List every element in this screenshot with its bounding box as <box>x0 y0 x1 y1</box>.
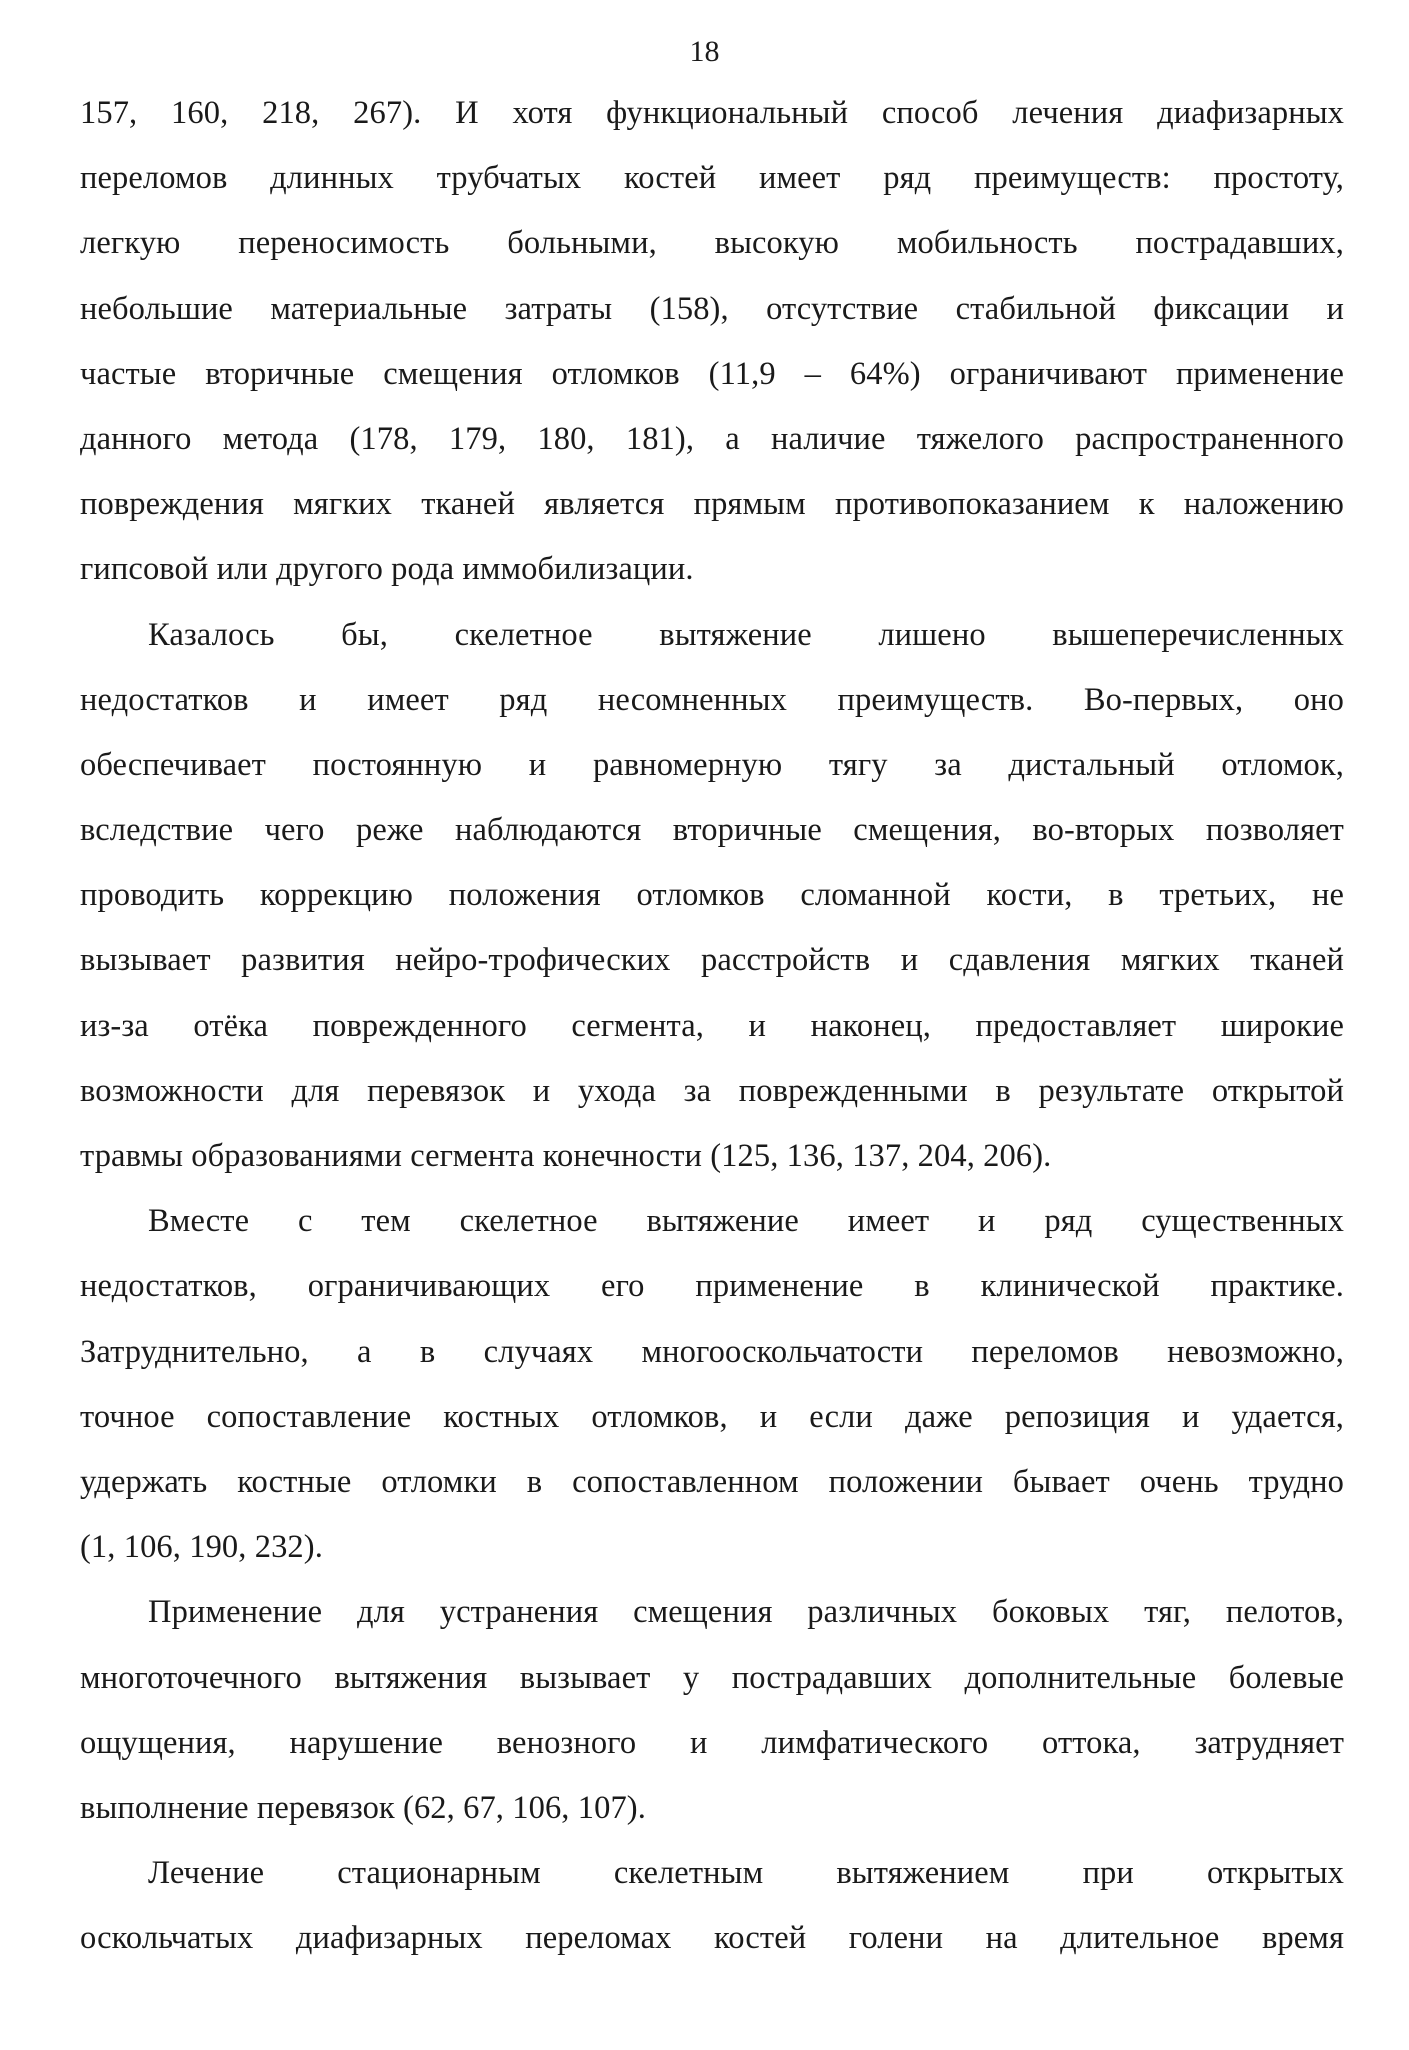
text-line: повреждения мягких тканей является прямым противопоказанием к наложению <box>80 486 1344 523</box>
text-line: из-за отёка поврежденного сегмента, и наконец, предоставляет широкие <box>80 1007 1344 1044</box>
text-line: Лечение стационарным скелетным вытяжением при открытых <box>148 1855 1344 1892</box>
text-line: недостатков, ограничивающих его применение в клинической практике. <box>80 1268 1344 1305</box>
text-line: Казалось бы, скелетное вытяжение лишено вышеперечисленных <box>148 616 1344 653</box>
paragraph-3 <box>80 1201 1344 1592</box>
page-number: 18 <box>689 35 720 68</box>
paragraph-5 <box>80 1853 1344 1983</box>
text-line: небольшие материальные затраты (158), отсутствие стабильной фиксации и <box>80 290 1344 327</box>
text-line: обеспечивает постоянную и равномерную тягу за дистальный отломок, <box>80 746 1344 783</box>
text-line: травмы образованиями сегмента конечности (125, 136, 137, 204, 206). <box>80 1138 1052 1174</box>
text-line: вследствие чего реже наблюдаются вторичные смещения, во-вторых позволяет <box>80 812 1344 849</box>
text-line: гипсовой или другого рода иммобилизации. <box>80 551 694 588</box>
text-line: переломов длинных трубчатых костей имеет ряд преимуществ: простоту, <box>80 160 1344 197</box>
paragraph-2 <box>80 615 1344 1202</box>
paragraph-1 <box>80 93 1344 615</box>
text-line: возможности для перевязок и ухода за поврежденными в результате открытой <box>80 1072 1344 1109</box>
text-line: оскольчатых диафизарных переломах костей голени на длительное время <box>80 1920 1344 1957</box>
text-line: Вместе с тем скелетное вытяжение имеет и ряд существенных <box>148 1203 1344 1240</box>
document-body <box>80 93 1344 1983</box>
text-line: Затруднительно, а в случаях многооскольчатости переломов невозможно, <box>80 1333 1344 1370</box>
text-line: 157, 160, 218, 267). И хотя функциональный способ лечения диафизарных <box>80 95 1344 131</box>
text-line: точное сопоставление костных отломков, и если даже репозиция и удается, <box>80 1398 1344 1435</box>
text-line: Применение для устранения смещения различных боковых тяг, пелотов, <box>148 1594 1344 1631</box>
text-line: легкую переносимость больными, высокую мобильность пострадавших, <box>80 225 1344 262</box>
text-line: вызывает развития нейро-трофических расстройств и сдавления мягких тканей <box>80 942 1344 979</box>
text-line: данного метода (178, 179, 180, 181), а наличие тяжелого распространенного <box>80 420 1344 457</box>
text-line: удержать костные отломки в сопоставленном положении бывает очень трудно <box>80 1463 1344 1500</box>
text-line: выполнение перевязок (62, 67, 106, 107). <box>80 1789 646 1826</box>
text-line: многоточечного вытяжения вызывает у пострадавших дополнительные болевые <box>80 1659 1344 1696</box>
text-line: недостатков и имеет ряд несомненных преимуществ. Во-первых, оно <box>80 681 1344 718</box>
text-line: (1, 106, 190, 232). <box>80 1529 323 1566</box>
paragraph-4 <box>80 1592 1344 1853</box>
text-line: ощущения, нарушение венозного и лимфатического оттока, затрудняет <box>80 1724 1344 1761</box>
text-line: проводить коррекцию положения отломков сломанной кости, в третьих, не <box>80 877 1344 914</box>
text-line: частые вторичные смещения отломков (11,9 – 64%) ограничивают применение <box>80 355 1344 392</box>
